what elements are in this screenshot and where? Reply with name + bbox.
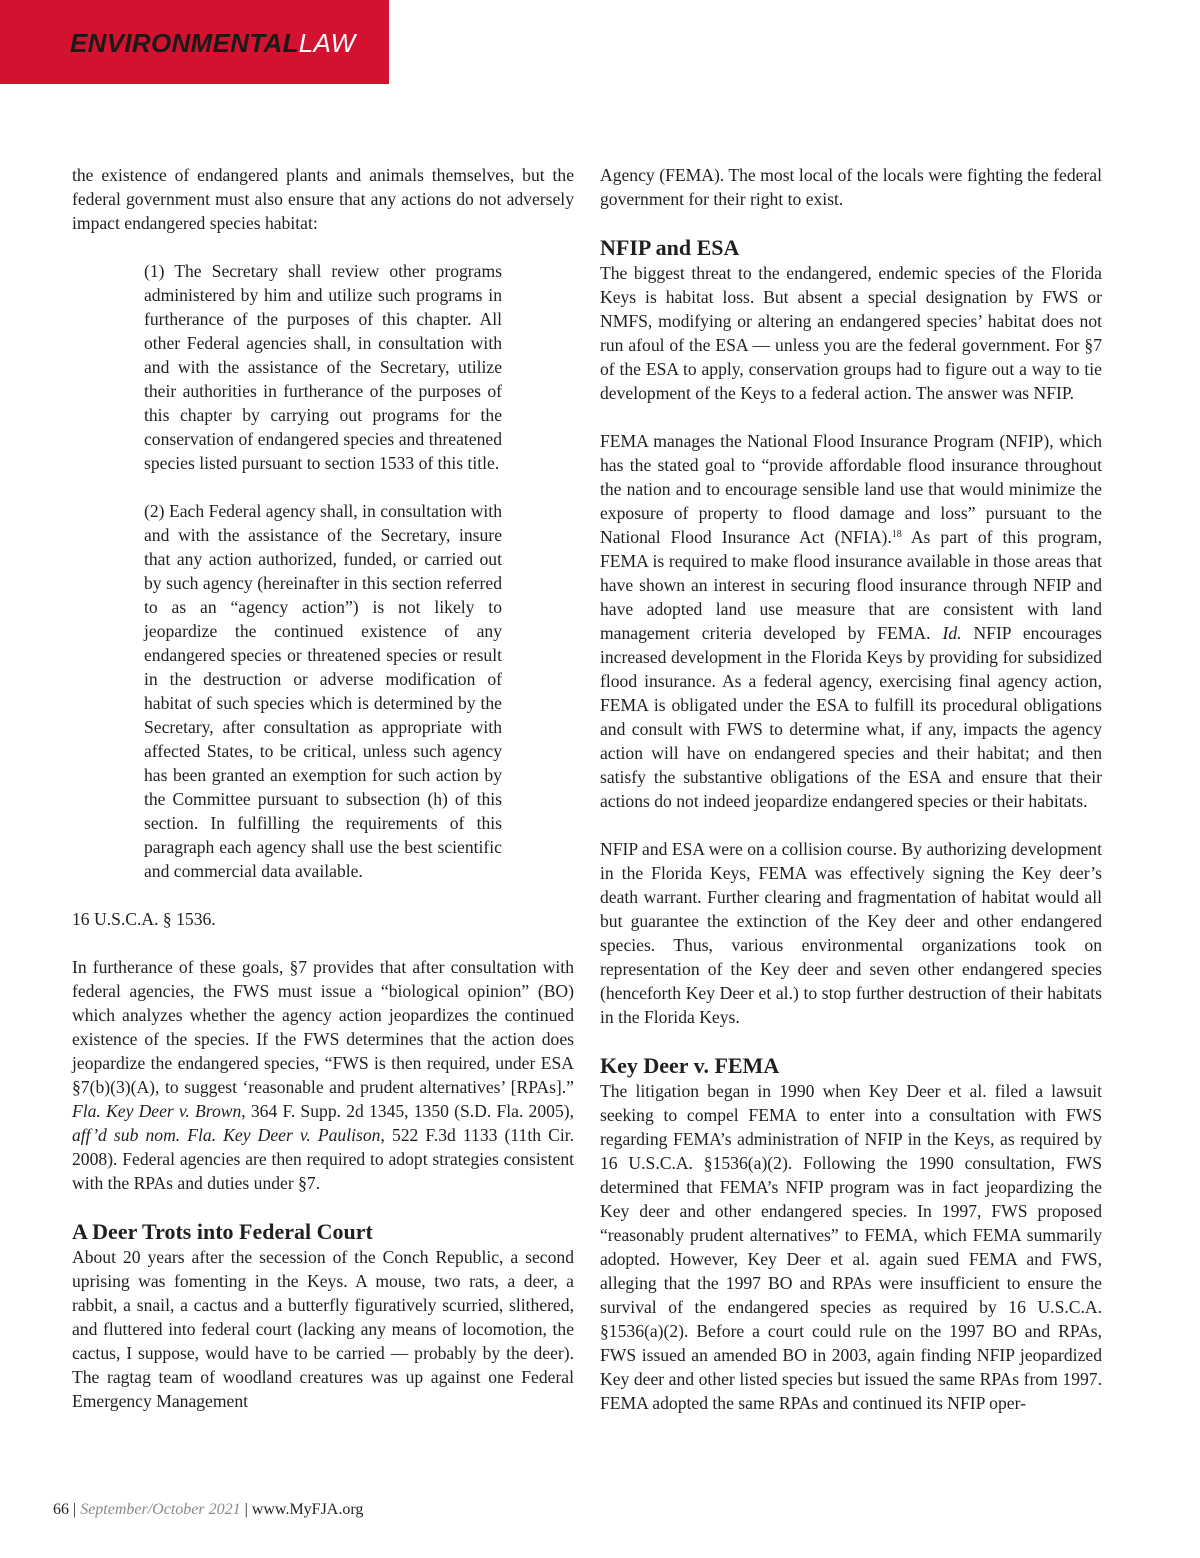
right-paragraph-3: FEMA manages the National Flood Insurance Program (NFIP), which has the stated goal to “provide affordable flood insurance throughout the nation and to encourage sensible land use that would minimize the exposure of property to flood damage and loss” pursuant to the National Flood Insurance Act (NFIA).$^{18}$ As part of this program, FEMA is required to make flood insurance available in those areas that have shown an interest in securing flood insurance through NFIP and have adopted land use measure that are consistent with land management criteria developed by FEMA. Id. NFIP encourages increased development in the Florida Keys by providing for subsidized flood insurance. As a federal agency, exercising final agency action, FEMA is obligated under the ESA to fulfill its procedural obligations and consult with FWS to determine what, if any, impacts the agency action will have on endangered species and their habitat; and then satisfy the substantive obligations of the ESA and ensure that their actions do not indeed jeopardize endangered species or their habitats. [600,431,1102,811]
section-banner [0,0,389,84]
right-column [600,163,1102,1415]
case-citation-1: Fla. Key Deer v. Brown [72,1101,242,1121]
statute-quote-2: (2) Each Federal agency shall, in consultation with and with the assistance of the Secretary, insure that any action authorized, funded, or carried out by such agency (hereinafter in this section referred to as an “agency action”) is not likely to jeopardize the continued existence of any endangered species or threatened species or result in the destruction or adverse modification of habitat of such species which is determined by the Secretary, after consultation as appropriate with affected States, to be critical, unless such agency has been granted an exemption for such action by the Committee pursuant to subsection (h) of this section. In fulfilling the requirements of this paragraph each agency shall use the best scientific and commercial data available. [144,501,502,881]
left-paragraph-3: About 20 years after the secession of the Conch Republic, a second uprising was fomenting in the Keys. A mouse, two rats, a deer, a rabbit, a snail, a cactus and a butterfly figuratively scurried, slithered, and fluttered into federal court (lacking any means of locomotion, the cactus, I suppose, would have to be carried — probably by the deer). The ragtag team of woodland creatures was up against one Federal Emergency Management [72,1247,574,1411]
issue-date: September/October 2021 [80,1501,241,1518]
right-paragraph-4: NFIP and ESA were on a collision course. By authorizing development in the Florida Keys, FEMA was effectively signing the Key deer’s death warrant. Further clearing and fragmentation of habitat would all but guarantee the extinction of the Key deer and other endangered species. Thus, various environmental organizations took on representation of the Key deer and seven other endangered species (henceforth Key Deer et al.) to stop further destruction of their habitats in the Florida Keys. [600,839,1102,1027]
left-paragraph-2: In furtherance of these goals, §7 provides that after consultation with federal agencies, the FWS must issue a “biological opinion” (BO) which analyzes whether the agency action jeopardizes the continued existence of the species. If the FWS determines that the action does jeopardize the endangered species, “FWS is then required, under ESA §7(b)(3)(A), to suggest ‘reasonable and prudent alternatives’ [RPAs].” Fla. Key Deer v. Brown, 364 F. Supp. 2d 1345, 1350 (S.D. Fla. 2005), aff’d sub nom. Fla. Key Deer v. Paulison, 522 F.3d 1133 (11th Cir. 2008). Federal agencies are then required to adopt strategies consistent with the RPAs and duties under §7. [72,957,575,1193]
website-link[interactable]: www.MyFJA.org [251,1501,364,1518]
section-title-light: LAW [298,28,356,58]
heading-nfip-esa: NFIP and ESA [600,235,740,260]
right-paragraph-5: The litigation began in 1990 when Key Deer et al. filed a lawsuit seeking to compel FEMA to enter into a consultation with FWS regarding FEMA’s administration of NFIP in the Keys, as required by 16 U.S.C.A. §1536(a)(2). Following the 1990 consultation, FWS determined that FEMA’s NFIP program was in fact jeopardizing the Key deer and other endangered species. In 1997, FWS proposed “reasonably prudent alternatives” to FEMA, which FEMA summarily adopted. However, Key Deer et al. again sued FEMA and FWS, alleging that the 1997 BO and RPAs were insufficient to ensure the survival of the endangered species as required by 16 U.S.C.A. §1536(a)(2). Before a court could rule on the 1997 BO and RPAs, FWS issued an amended BO in 2003, again finding NFIP jeopardized Key deer and other listed species but issued the same RPAs from 1997. FEMA adopted the same RPAs and continued its NFIP oper- [600,1081,1102,1413]
heading-key-deer-fema: Key Deer v. FEMA [600,1053,780,1078]
left-column [72,163,574,1413]
heading-federal-court: A Deer Trots into Federal Court [72,1219,373,1244]
statute-citation: 16 U.S.C.A. § 1536. [72,909,216,929]
case-citation-2: aff’d sub nom. Fla. Key Deer v. Paulison [72,1125,381,1145]
section-title [70,28,356,58]
page-number: 66 [53,1501,69,1518]
id-citation: Id. [942,623,962,643]
right-paragraph-2: The biggest threat to the endangered, endemic species of the Florida Keys is habitat loss. But absent a special designation by FWS or NMFS, modifying or altering an endangered species’ habitat does not run afoul of the ESA — unless you are the federal government. For §7 of the ESA to apply, conservation groups had to figure out a way to tie development of the Keys to a federal action. The answer was NFIP. [600,263,1102,403]
left-paragraph-1: the existence of endangered plants and animals themselves, but the federal government must also ensure that any actions do not adversely impact endangered species habitat: [72,165,574,233]
statute-quote-1: (1) The Secretary shall review other programs administered by him and utilize such programs in furtherance of the purposes of this chapter. All other Federal agencies shall, in consultation with and with the assistance of the Secretary, utilize their authorities in furtherance of the purposes of this chapter by carrying out programs for the conservation of endangered species and threatened species listed pursuant to section 1533 of this title. [144,261,502,473]
section-title-bold: ENVIRONMENTAL [70,28,299,58]
right-paragraph-1: Agency (FEMA). The most local of the locals were fighting the federal government for their right to exist. [600,165,1102,209]
page-footer: 66 | September/October 2021 | www.MyFJA.org [53,1501,364,1518]
footnote-ref: 18 [891,529,902,540]
